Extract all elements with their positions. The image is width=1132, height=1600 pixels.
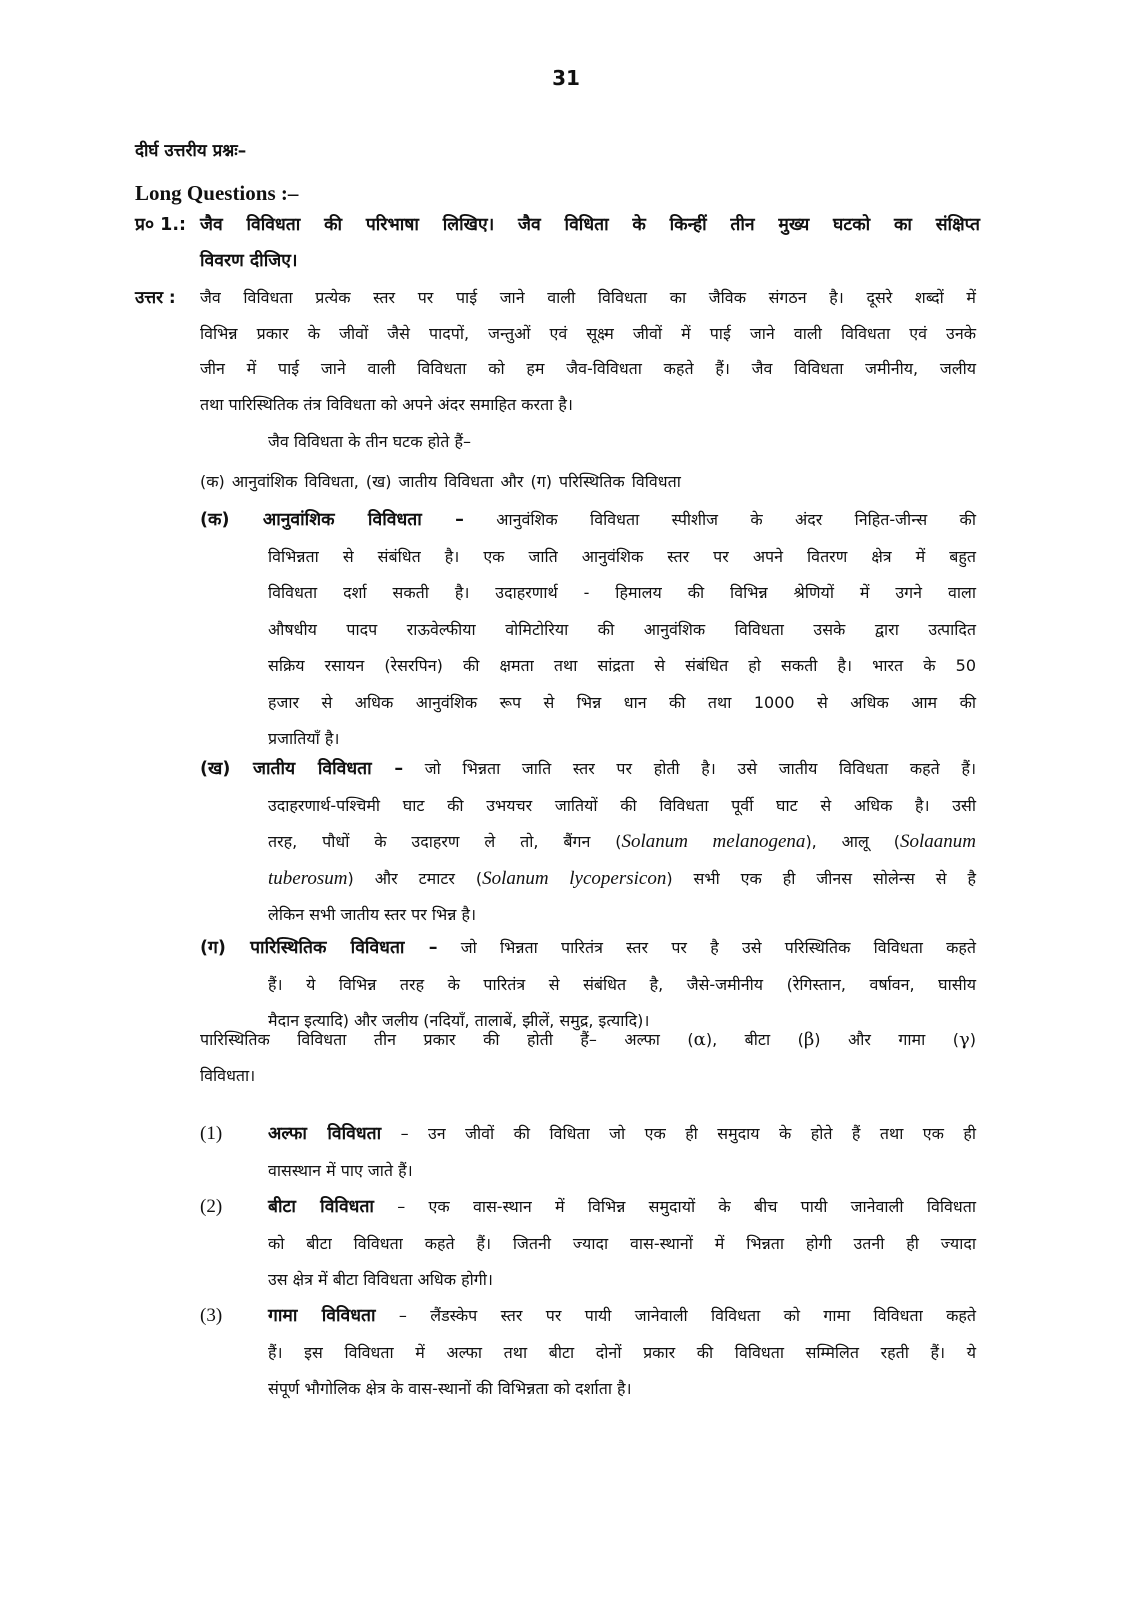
section-title: (क) आनुवांशिक विविधता – xyxy=(200,510,464,530)
section-line: तरह, पौधों के उदाहरण ले तो, बैंगन (Solanum melanogena), आलू (Solaanum xyxy=(268,831,976,852)
item-title: अल्फा विविधता xyxy=(268,1124,382,1144)
list-item-alpha: (1) अल्फा विविधता – उन जीवों की विधिता जो एक ही समुदाय के होते हैं तथा एक ही वासस्थान में पाए जाते हैं। xyxy=(200,1116,976,1189)
section-title: (ख) जातीय विविधता – xyxy=(200,759,404,779)
item-title: गामा विविधता xyxy=(268,1306,376,1326)
section-title: (ग) पारिस्थितिक विविधता – xyxy=(200,938,438,958)
section-line: मैदान इत्यादि) और जलीय (नदियाँ, तालाबें, झीलें, समुद्र, इत्यादि)। xyxy=(268,1011,650,1030)
section-line: प्रजातियाँ है। xyxy=(268,729,340,748)
components-list: (क) आनुवांशिक विविधता, (ख) जातीय विविधता और (ग) परिस्थितिक विविधता xyxy=(200,472,681,491)
section-species-diversity xyxy=(200,751,976,934)
scientific-name: Solaanum xyxy=(900,831,976,852)
answer-line: जैव विविधता प्रत्येक स्तर पर पाई जाने वाली विविधता का जैविक संगठन है। दूसरे शब्दों में xyxy=(200,288,976,307)
answer-line: विभिन्न प्रकार के जीवों जैसे पादपों, जन्तुओं एवं सूक्ष्म जीवों में पाई जाने वाली विविधता एवं उनके xyxy=(200,323,976,343)
section-genetic-diversity xyxy=(200,502,976,758)
scientific-name: tuberosum xyxy=(268,867,348,889)
section-line: हैं। ये विभिन्न तरह के पारितंत्र से संबंधित है, जैसे-जमीनीय (रेगिस्तान, वर्षावन, घासीय xyxy=(268,974,976,994)
alpha-symbol: α xyxy=(693,1029,706,1050)
answer-line: तथा पारिस्थितिक तंत्र विविधता को अपने अंदर समाहित करता है। xyxy=(200,394,573,414)
list-item-gamma: (3) गामा विविधता – लैंडस्केप स्तर पर पायी जानेवाली विविधता को गामा विविधता कहते हैं। इस विविधता में अल्फा तथा बीटा दोनों प्रकार की विविधता सम्मिलित रहती हैं। ये संपूर्ण भौगोलिक क्षेत्र के वास-स्थानों की विभिन्नता को दर्शाता है। xyxy=(200,1298,976,1408)
section-heading-english: Long Questions :– xyxy=(135,181,299,205)
answer-label: उत्तर : xyxy=(135,288,176,308)
gamma-symbol: γ xyxy=(958,1029,970,1050)
section-line: औषधीय पादप राऊवेल्फीया वोमिटोरिया की आनुवंशिक विविधता उसके द्वारा उत्पादित xyxy=(268,619,976,639)
section-line: लेकिन सभी जातीय स्तर पर भिन्न है। xyxy=(268,905,477,924)
section-text: जो भिन्नता पारितंत्र स्तर पर है उसे परिस्थितिक विविधता कहते xyxy=(460,938,976,957)
section-line: tuberosum) और टमाटर (Solanum lycopersicon) सभी एक ही जीनस सोलेन्स से है xyxy=(268,867,976,889)
section-line: हजार से अधिक आनुवंशिक रूप से भिन्न धान की तथा 1000 से अधिक आम की xyxy=(268,692,976,712)
list-number: (3) xyxy=(200,1305,223,1326)
section-line: सक्रिय रसायन (रेसरपिन) की क्षमता तथा सांद्रता से संबंधित हो सकती है। भारत के 50 xyxy=(268,656,976,675)
section-line: विभिन्नता से संबंधित है। एक जाति आनुवंशिक स्तर पर अपने वितरण क्षेत्र में बहुत xyxy=(268,546,976,566)
answer-paragraph xyxy=(200,280,976,422)
question-label: प्र० 1.: xyxy=(135,215,186,235)
beta-symbol: β xyxy=(803,1029,815,1050)
question-text-line2: विवरण दीजिए। xyxy=(200,251,298,271)
diversity-types-intro: पारिस्थितिक विविधता तीन प्रकार की होती हैं– अल्फा (α), बीटा (β) और गामा (γ) विविधता। xyxy=(200,1029,976,1085)
question-text-line1: जैव विविधता की परिभाषा लिखिए। जैव विधिता के किन्हीं तीन मुख्य घटको का संक्षिप्त xyxy=(200,215,980,235)
section-line: उदाहरणार्थ-पश्चिमी घाट की उभयचर जातियों की विविधता पूर्वी घाट से अधिक है। उसी xyxy=(268,795,976,815)
scientific-name: Solanum melanogena xyxy=(621,831,806,852)
section-heading-hindi: दीर्घ उत्तरीय प्रश्नः– xyxy=(135,141,247,161)
list-number: (1) xyxy=(200,1123,223,1144)
question-block xyxy=(135,207,980,279)
page-number: 31 xyxy=(552,66,580,90)
section-text: जो भिन्नता जाति स्तर पर होती है। उसे जातीय विविधता कहते हैं। xyxy=(424,759,977,778)
item-title: बीटा विविधता xyxy=(268,1197,374,1217)
section-text: आनुवंशिक विविधता स्पीशीज के अंदर निहित-जीन्स की xyxy=(496,510,976,529)
answer-line: जीन में पाई जाने वाली विविधता को हम जैव-विविधता कहते हैं। जैव विविधता जमीनीय, जलीय xyxy=(200,359,976,378)
list-number: (2) xyxy=(200,1196,223,1217)
section-line: विविधता दर्शा सकती है। उदाहरणार्थ - हिमालय की विभिन्न श्रेणियों में उगने वाला xyxy=(268,583,976,602)
list-item-beta: (2) बीटा विविधता – एक वास-स्थान में विभिन्न समुदायों के बीच पायी जानेवाली विविधता को बीटा विविधता कहते हैं। जितनी ज्यादा वास-स्थानों में भिन्नता होगी उतनी ही ज्यादा उस क्षेत्र में बीटा विविधता अधिक होगी। xyxy=(200,1189,976,1299)
components-intro: जैव विविधता के तीन घटक होते हैं– xyxy=(268,432,471,451)
scientific-name: Solanum lycopersicon xyxy=(482,867,667,889)
